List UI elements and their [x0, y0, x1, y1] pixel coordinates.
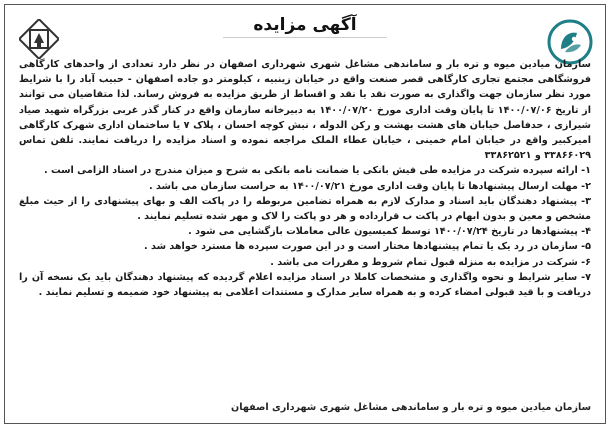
condition-item-2: ۲- مهلت ارسال پیشنهادها تا پایان وقت اداری مورخ ۱۴۰۰/۰۷/۲۱ به حراست سازمان می باشد .	[149, 180, 591, 192]
condition-item-3: ۳- پیشنهاد دهندگان باید اسناد و مدارک لازم به همراه تضامین مربوطه را در پاکت الف و بهای پیشنهادی را از حیث مبلغ مشخص و معین و بدون ابهام در پاکت ب قرارداده و هر دو پاکت را لاک و مهر شده تسلیم نمایند .	[19, 195, 591, 223]
condition-item-4: ۴- پیشنهادها در تاریخ ۱۴۰۰/۰۷/۲۴ توسط کمیسیون عالی معاملات بازگشایی می شود .	[188, 226, 591, 238]
ad-body	[19, 57, 591, 300]
condition-item-6: ۶- شرکت در مزایده به منزله قبول تمام شروط و مقررات می باشد .	[270, 256, 591, 268]
ad-title: آگهی مزایده	[223, 15, 386, 38]
issuer-signature: سازمان میادین میوه و تره بار و ساماندهی مشاغل شهری شهرداری اصفهان	[231, 402, 591, 413]
condition-item-1: ۱- ارائه سپرده شرکت در مزایده طی فیش بانکی یا ضمانت نامه بانکی به شرح و میزان مندرج در اسناد الزامی است .	[43, 165, 591, 177]
condition-item-7: ۷- سایر شرایط و نحوه واگذاری و مشخصات کاملا در اسناد مزایده اعلام گردیده که پیشنهاد دهندگان باید یک نسخه آن را دریافت و با قید قبولی امضاء کرده و به همراه سایر مدارک و مستندات اعلامی به پیشنهاد خود ضمیمه و تسلیم نمایند .	[19, 271, 591, 299]
intro-paragraph: سازمان میادین میوه و تره بار و ساماندهی مشاغل شهری شهرداری اصفهان در نظر دارد تعدادی از واحدهای کارگاهی فروشگاهی مجتمع تجاری کارگاهی قصر صنعت واقع در خیابان زینبیه ، کیلومتر دو جاده اصفهان - حبیب آباد را با شرایط مورد نظر سازمان جهت واگذاری به صورت نقد یا نقد و اقساط از طریق مزایده به فروش رساند. لذا متقاضیان می توانند از تاریخ ۱۴۰۰/۰۷/۰۶ تا پایان وقت اداری مورخ ۱۴۰۰/۰۷/۲۰ به دبیرخانه سازمان واقع در کنار گذر غربی بزرگراه شهید صیاد شیرازی ، حدفاصل خیابان های هشت بهشت و رکن الدوله ، نبش کوچه احسان ، پلاک ۷ یا ساختمان اداری شهرک کارگاهی امیرکبیر واقع در خیابان امام خمینی ، خیابان عطاء الملک مراجعه نموده و اسناد مزایده را دریافت نمایند. تلفن تماس ۳۳۸۶۶۰۲۹ و ۳۳۸۶۲۵۲۱	[19, 59, 591, 162]
condition-item-5: ۵- سازمان در رد یک یا تمام پیشنهادها مختار است و در این صورت سپرده ها مسترد خواهد شد .	[144, 241, 591, 253]
ad-frame	[4, 4, 606, 424]
